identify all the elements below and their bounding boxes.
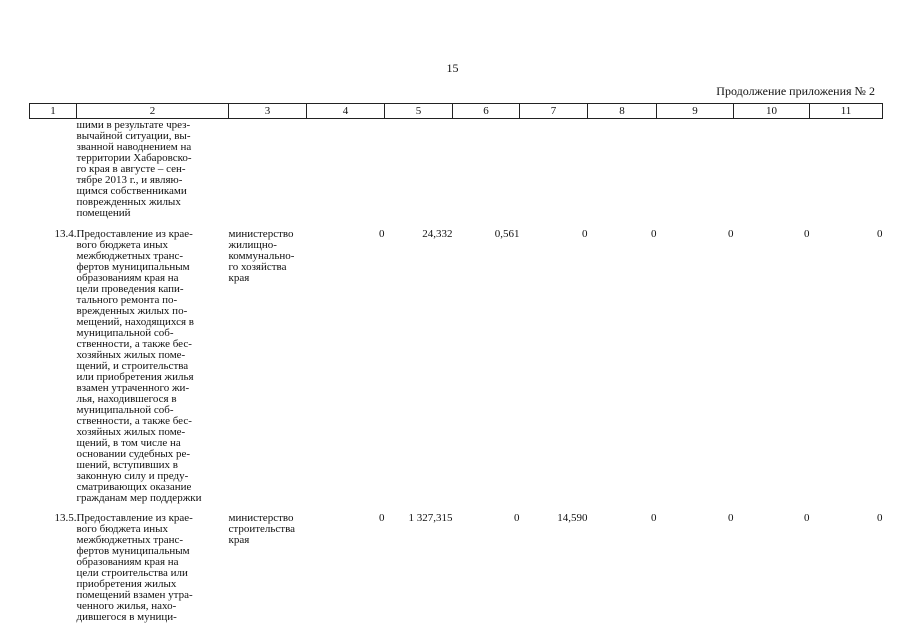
description-line: сматривающих оказание: [76, 481, 192, 493]
value-col-6: 0,561: [494, 228, 520, 240]
table-row: [30, 119, 883, 225]
executor-line: го хозяйства: [228, 261, 287, 273]
description-line: муниципальной соб-: [76, 404, 174, 416]
value-col-6: 0: [514, 512, 520, 524]
column-number-row: [30, 104, 883, 119]
column-header-5: 5: [385, 104, 453, 119]
description-line: тябре 2013 г., и являю-: [76, 174, 183, 186]
executor-line: жилищно-: [228, 239, 277, 251]
executor-line: министерство: [228, 512, 294, 524]
description-line: Предоставление из крае-: [76, 228, 193, 240]
description-line: образованиям края на: [76, 272, 179, 284]
table-row: [30, 224, 883, 510]
value-col-6: [453, 119, 520, 225]
executor-line: строительства: [228, 523, 296, 535]
table-row: [30, 510, 883, 623]
column-header-9: 9: [657, 104, 734, 119]
description-line: гражданам мер поддержки: [76, 492, 202, 504]
value-col-10: 0: [804, 512, 810, 524]
value-col-10: 0: [804, 228, 810, 240]
value-col-7: [520, 119, 588, 225]
value-col-4: 0: [379, 512, 385, 524]
description-line: врежденных жилых по-: [76, 305, 188, 317]
description-line: основании судебных ре-: [76, 448, 191, 460]
description-line: шений, вступивших в: [76, 459, 178, 471]
value-col-11: 0: [877, 512, 883, 524]
page-number: 15: [446, 61, 459, 75]
value-col-4: [307, 119, 385, 225]
description-line: щений, в том числе на: [76, 437, 181, 449]
value-col-10: [734, 119, 810, 225]
description-line: муниципальной соб-: [76, 327, 174, 339]
row-number: [30, 119, 77, 225]
executor-line: края: [228, 534, 250, 546]
row-number: 13.5.: [54, 512, 77, 524]
continuation-label: Продолжение приложения № 2: [716, 84, 875, 98]
description-line: образованиям края на: [76, 556, 179, 568]
description-line: цели проведения капи-: [76, 283, 184, 295]
description-line: го края в августе – сен-: [76, 163, 186, 175]
row-executor: [229, 224, 307, 510]
description-line: цели строительства или: [76, 567, 188, 579]
value-col-9: 0: [728, 512, 734, 524]
column-header-8: 8: [588, 104, 657, 119]
column-header-2: 2: [77, 104, 229, 119]
description-line: вого бюджета иных: [76, 239, 169, 251]
value-col-4: 0: [379, 228, 385, 240]
value-col-8: [588, 119, 657, 225]
value-col-7: 0: [582, 228, 588, 240]
value-col-5: 24,332: [422, 228, 453, 240]
row-description: [77, 510, 229, 623]
description-line: дившегося в муници-: [76, 611, 177, 623]
value-col-11: [810, 119, 883, 225]
row-number: 13.4.: [54, 228, 77, 240]
value-col-7: 14,590: [557, 512, 588, 524]
row-executor: [229, 510, 307, 623]
description-line: щимся собственниками: [76, 185, 187, 197]
description-line: званной наводнением на: [76, 141, 192, 153]
description-line: ственности, а также бес-: [76, 415, 192, 427]
row-description: [77, 119, 229, 225]
description-line: приобретения жилых: [76, 578, 177, 590]
value-col-8: 0: [651, 228, 657, 240]
value-col-5: 1 327,315: [408, 512, 453, 524]
description-line: фертов муниципальным: [76, 545, 190, 557]
executor-line: министерство: [228, 228, 294, 240]
description-line: вычайной ситуации, вы-: [76, 130, 191, 142]
value-col-9: [657, 119, 734, 225]
column-header-7: 7: [520, 104, 588, 119]
description-line: Предоставление из крае-: [76, 512, 193, 524]
description-line: шими в результате чрез-: [76, 119, 191, 131]
description-line: ченного жилья, нахо-: [76, 600, 177, 612]
description-line: хозяйных жилых поме-: [76, 426, 186, 438]
value-col-9: 0: [728, 228, 734, 240]
description-line: межбюджетных транс-: [76, 250, 184, 262]
value-col-11: 0: [877, 228, 883, 240]
column-header-1: 1: [30, 104, 77, 119]
column-header-11: 11: [810, 104, 883, 119]
column-header-10: 10: [734, 104, 810, 119]
column-header-4: 4: [307, 104, 385, 119]
executor-line: коммунально-: [228, 250, 295, 262]
description-line: межбюджетных транс-: [76, 534, 184, 546]
description-line: лья, находившегося в: [76, 393, 177, 405]
row-description: [77, 224, 229, 510]
appendix-table: [29, 103, 883, 623]
description-line: помещений: [76, 207, 131, 219]
column-header-3: 3: [229, 104, 307, 119]
description-line: вого бюджета иных: [76, 523, 169, 535]
description-line: помещений взамен утра-: [76, 589, 193, 601]
value-col-5: [385, 119, 453, 225]
description-line: хозяйных жилых поме-: [76, 349, 186, 361]
row-executor: [229, 119, 307, 225]
description-line: мещений, находящихся в: [76, 316, 194, 328]
description-line: поврежденных жилых: [76, 196, 181, 208]
description-line: фертов муниципальным: [76, 261, 190, 273]
description-line: взамен утраченного жи-: [76, 382, 190, 394]
description-line: тального ремонта по-: [76, 294, 178, 306]
description-line: законную силу и преду-: [76, 470, 189, 482]
description-line: ственности, а также бес-: [76, 338, 192, 350]
value-col-8: 0: [651, 512, 657, 524]
description-line: щений, и строительства: [76, 360, 189, 372]
description-line: или приобретения жилья: [76, 371, 194, 383]
executor-line: края: [228, 272, 250, 284]
description-line: территории Хабаровско-: [76, 152, 192, 164]
column-header-6: 6: [453, 104, 520, 119]
